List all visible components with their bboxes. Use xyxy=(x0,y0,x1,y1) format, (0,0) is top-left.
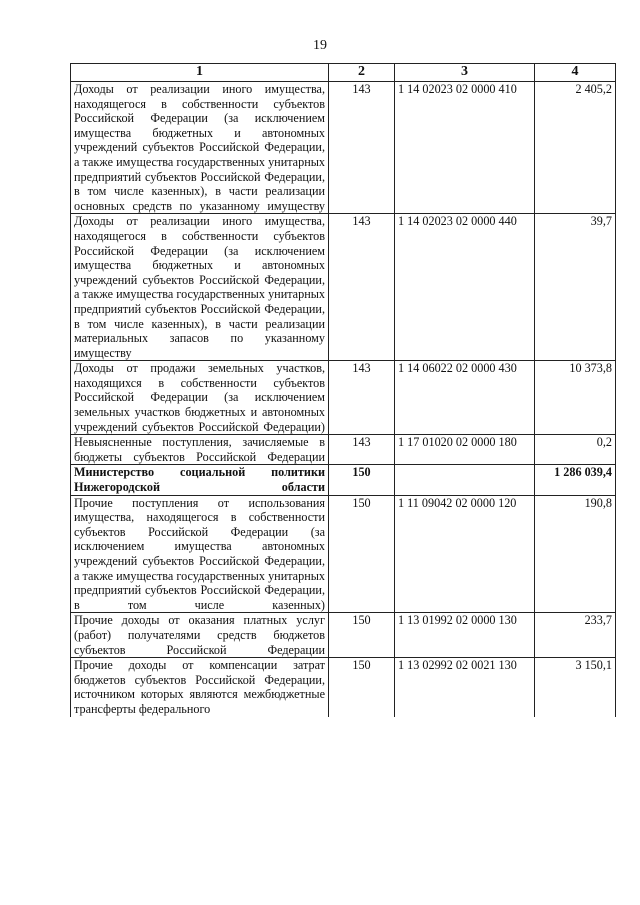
row-amount: 233,7 xyxy=(535,613,616,658)
table-row-ministry xyxy=(71,465,616,495)
table-header-row xyxy=(71,64,616,82)
table-row xyxy=(71,658,616,717)
table-row xyxy=(71,82,616,214)
row-description: Прочие доходы от оказания платных услуг (работ) получателями средств бюджетов субъектов Российской Федерации xyxy=(71,613,329,658)
table-row xyxy=(71,214,616,361)
row-classification-code: 1 14 02023 02 0000 440 xyxy=(395,214,535,361)
table-row xyxy=(71,361,616,435)
table-row xyxy=(71,495,616,613)
row-admin-code: 150 xyxy=(329,613,395,658)
header-col-4: 4 xyxy=(535,64,616,82)
row-admin-code: 143 xyxy=(329,361,395,435)
row-description: Невыясненные поступления, зачисляемые в бюджеты субъектов Российской Федерации xyxy=(71,435,329,465)
row-amount: 39,7 xyxy=(535,214,616,361)
row-description: Доходы от реализации иного имущества, находящегося в собственности субъектов Российской Федерации (за исключением имущества бюджетных и автономных учреждений субъектов Российской Федерации, а также имущества государственных унитарных предприятий субъектов Российской Федерации, в том числе казенных), в части реализации материальных запасов по указанному имуществу xyxy=(71,214,329,361)
row-classification-code: 1 13 01992 02 0000 130 xyxy=(395,613,535,658)
row-admin-code: 143 xyxy=(329,82,395,214)
row-amount: 1 286 039,4 xyxy=(535,465,616,495)
page-number: 19 xyxy=(313,38,327,53)
row-description: Прочие поступления от использования имущества, находящегося в собственности субъектов Российской Федерации (за исключением имущества автономных учреждений субъектов Российской Федерации, а также имущества государственных унитарных предприятий субъектов Российской Федерации, в том числе казенных) xyxy=(71,495,329,613)
row-classification-code: 1 11 09042 02 0000 120 xyxy=(395,495,535,613)
row-description: Министерство социальной политики Нижегородской области xyxy=(71,465,329,495)
row-amount: 3 150,1 xyxy=(535,658,616,717)
row-classification-code xyxy=(395,465,535,495)
header-col-3: 3 xyxy=(395,64,535,82)
row-classification-code: 1 14 06022 02 0000 430 xyxy=(395,361,535,435)
row-amount: 10 373,8 xyxy=(535,361,616,435)
row-admin-code: 143 xyxy=(329,435,395,465)
row-amount: 190,8 xyxy=(535,495,616,613)
table-row xyxy=(71,435,616,465)
row-amount: 2 405,2 xyxy=(535,82,616,214)
header-col-1: 1 xyxy=(71,64,329,82)
row-admin-code: 150 xyxy=(329,495,395,613)
row-classification-code: 1 13 02992 02 0021 130 xyxy=(395,658,535,717)
row-description: Прочие доходы от компенсации затрат бюджетов субъектов Российской Федерации, источником которых являются межбюджетные трансферты федерального xyxy=(71,658,329,717)
row-admin-code: 150 xyxy=(329,465,395,495)
row-amount: 0,2 xyxy=(535,435,616,465)
revenue-table xyxy=(70,63,616,717)
row-admin-code: 143 xyxy=(329,214,395,361)
row-description: Доходы от реализации иного имущества, находящегося в собственности субъектов Российской Федерации (за исключением имущества бюджетных и автономных учреждений субъектов Российской Федерации, а также имущества государственных унитарных предприятий субъектов Российской Федерации, в том числе казенных), в части реализации основных средств по указанному имуществу xyxy=(71,82,329,214)
table-row xyxy=(71,613,616,658)
row-admin-code: 150 xyxy=(329,658,395,717)
row-classification-code: 1 14 02023 02 0000 410 xyxy=(395,82,535,214)
header-col-2: 2 xyxy=(329,64,395,82)
row-description: Доходы от продажи земельных участков, находящихся в собственности субъектов Российской Федерации (за исключением земельных участков бюджетных и автономных учреждений субъектов Российской Федерации) xyxy=(71,361,329,435)
row-classification-code: 1 17 01020 02 0000 180 xyxy=(395,435,535,465)
